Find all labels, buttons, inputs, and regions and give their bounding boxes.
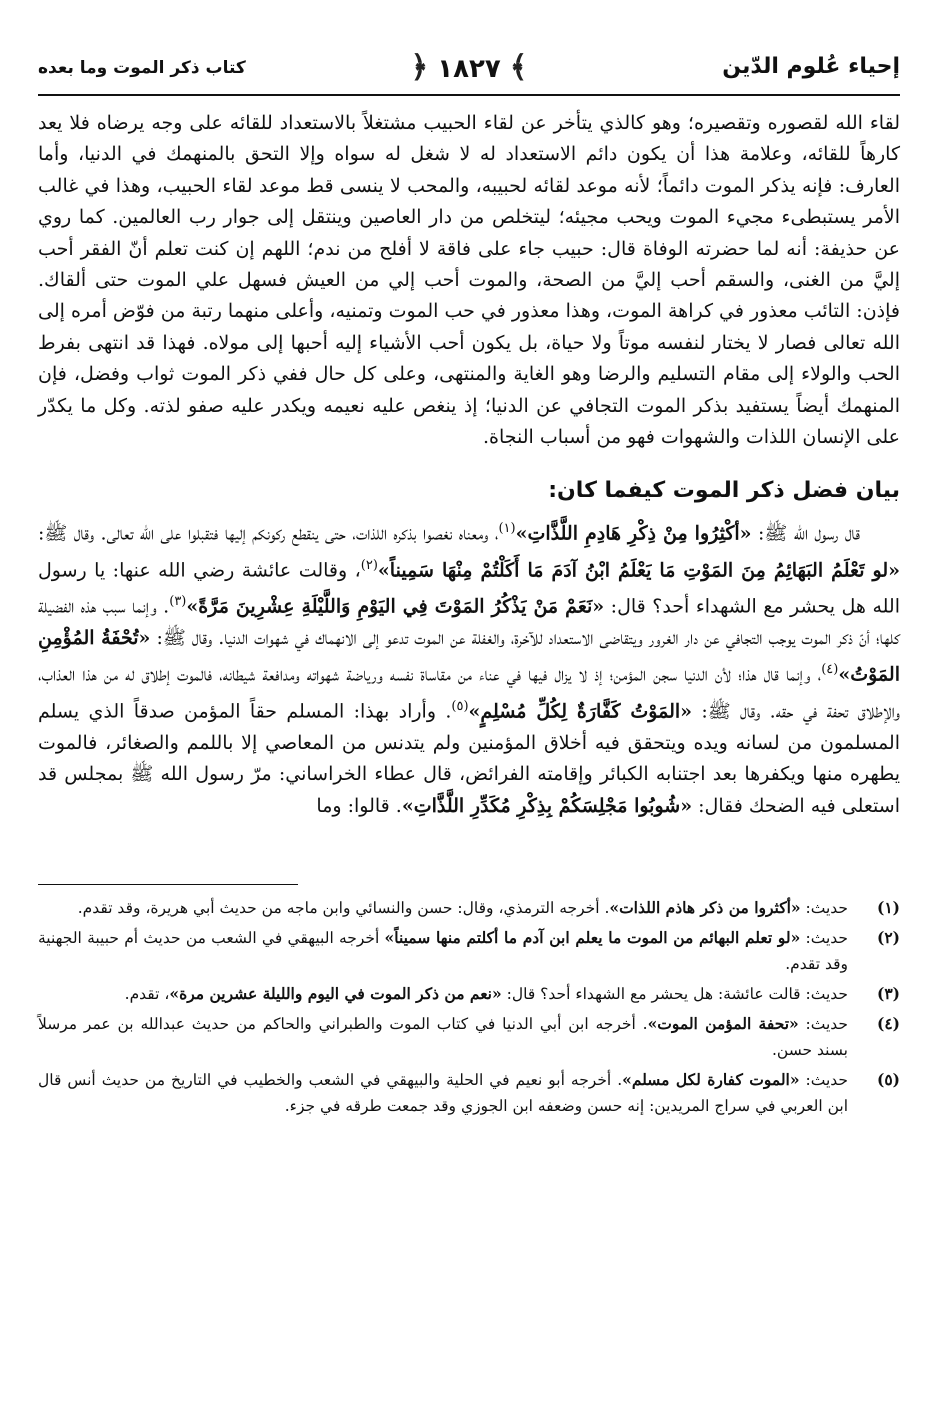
hadith-quote: «تحفة المؤمن الموت» [647,1014,799,1034]
page-number-value: ١٨٢٧ [437,54,501,84]
text-run: قال رسول الله ﷺ: [751,522,861,545]
text-run: . أخرجه أبو نعيم في الحلية والبيهقي في الشعب والخطيب في التاريخ من حديث أنس قال ابن العربي في سراج المريدين: إنه حسن وضعفه ابن الجوزي وقد جمعت طرقه في جزء. [38,1071,848,1116]
footnote-number: (١) [876,898,900,918]
page-number [411,50,528,85]
footnotes [38,895,900,1119]
footnote-text [38,981,848,1007]
text-run: ، وقالت عائشة رضي الله عنها: يا رسول الله هل يحشر مع الشهداء أحد؟ قال: [38,558,900,618]
book-title: إحياء عُلوم الدّين [722,54,900,79]
footnote-text [38,1011,848,1063]
ornament-right-icon: ﴾ [509,50,528,85]
text-run: ، تقدم. [124,985,170,1004]
text-run: ، ومعناه نغصوا بذكره اللذات، حتى ينقطع ركونكم إليها فتقبلوا على الله تعالى. وقال ﷺ: [38,522,499,545]
text-run: حديث: [798,1015,849,1034]
hadith-quote: «شُوبُوا مَجْلِسَكُمْ بِذِكْرِ مُكَدِّرِ اللَّذَّاتِ» [401,794,693,817]
text-run: حديث: [800,929,848,948]
footnote-ref: (٣) [169,594,187,610]
footnote-number: (٣) [876,984,900,1004]
hadith-quote: «الموت كفارة لكل مسلم» [622,1070,800,1090]
text-run: حديث: قالت عائشة: هل يحشر مع الشهداء أحد؟ قال: [501,985,848,1004]
footnote-ref: (٥) [451,699,469,715]
hadith-quote: «أكْثِرُوا مِنْ ذِكْرِ هَادِمِ اللَّذَّاتِ» [515,522,752,545]
text-run: أخرجه البيهقي في الشعب من حديث أم حبيبة الجهنية وقد تقدم. [38,929,848,974]
footnote [38,925,900,977]
footnote-text [38,1067,848,1119]
footnote-ref: (٢) [360,557,378,573]
footnote [38,1067,900,1119]
footnote-ref: (٤) [821,662,839,678]
paragraph: لقاء الله لقصوره وتقصيره؛ وهو كالذي يتأخر عن لقاء الحبيب مشتغلاً بالاستعداد للقائه على وجه يرضاه فلا يعد كارهاً للقائه، وعلامة هذا أن يكون دائم الاستعداد له لا شغل له سواه وإلا التحق بالمنهمك في الدنيا، وأما العارف: فإنه يذكر الموت دائماً؛ لأنه موعد لقائه لحبيبه، والمحب لا ينسى قط موعد لقاء الحبيب، وهذا في غالب الأمر يستبطىء مجيء الموت ويحب مجيئه؛ ليتخلص من دار العاصين وينتقل إلى جوار رب العالمين. كما روي عن حذيفة: أنه لما حضرته الوفاة قال: حبيب جاء على فاقة لا أفلح من ندم؛ اللهم إن كنت تعلم أنّ الفقر أحب إليَّ من الغنى، والسقم أحب إليَّ من الصحة، والموت أحب إلي من العيش فسهل علي الموت حتى ألقاك. فإذن: التائب معذور في كراهة الموت، وهذا معذور في حب الموت وتمنيه، وأعلى منهما رتبة من فوّض أمره إلى الله تعالى فصار لا يختار لنفسه موتاً ولا حياة، بل يكون أحب الأشياء إليه أحبها إلى مولاه. فهذا قد انتهى بفرط الحب والولاء إلى مقام التسليم والرضا وهو الغاية والمنتهى، وعلى كل حال ففي ذكر الموت ثواب وفضل، فإن المنهمك أيضاً يستفيد بذكر الموت التجافي عن الدنيا؛ إذ ينغص عليه نعيمه ويكدر عليه صفو لذته. وكل ما يكدّر على الإنسان اللذات والشهوات فهو من أسباب النجاة. [38,112,900,449]
page-header [38,48,900,96]
main-text [38,108,900,822]
footnote [38,1011,900,1063]
footnote-text [38,895,848,921]
hadith-quote: «نعم من ذكر الموت في اليوم والليلة عشرين مرة» [169,984,502,1004]
text-run: . وإنما سبب هذه الفضيلة كلها؛ أنّ ذكر الموت يوجب التجافي عن دار الغرور ويتقاضى الاستعداد للآخرة، والغفلة عن الموت تدعو إلى الانهماك في شهوات الدنيا. وقال ﷺ: [38,595,900,650]
footnote [38,895,900,921]
text-run: . وأراد بهذا: المسلم حقاً المؤمن صدقاً الذي يسلم المسلمون من لسانه ويده ويتحقق فيه أخلاق المؤمنين ولم يتدنس من المعاصي إلا باللمم والصغائر، فالموت يطهره منها ويكفرها بعد اجتنابه الكبائر وإقامته الفرائض، قال عطاء الخراساني: مرّ رسول الله ﷺ بمجلس قد استعلى فيه الضحك فقال: [38,700,900,817]
text-run: ، وإنما قال هذا؛ لأن الدنيا سجن المؤمن؛ إذ لا يزال فيها في عناء من مقاساة نفسه ورياضة شهواته ومدافعة شيطانه، فالموت إطلاق له من هذا العذاب، والإطلاق تحفة في حقه. وقال ﷺ: [38,663,900,723]
footnote-divider [38,884,298,885]
text-run: حديث: [800,899,848,918]
hadith-quote: «لو تعلم البهائم من الموت ما يعلم ابن آدم ما أكلتم منها سميناً» [384,928,801,948]
footnote [38,981,900,1007]
footnote-text [38,925,848,977]
footnote-number: (٤) [876,1014,900,1034]
hadith-quote: «لو تَعْلَمُ البَهَائِمُ مِنَ المَوْتِ مَا يَعْلَمُ ابْنُ آدَمَ مَا أَكَلْتُمْ مِنْهَا سَمِيناً» [377,558,901,581]
footnote-number: (٥) [876,1070,900,1090]
section-heading: بيان فضل ذكر الموت كيفما كان: [548,478,900,504]
text-run: . أخرجه ابن أبي الدنيا في كتاب الموت والطبراني والحاكم من حديث عبدالله بن عمر مرسلاً بسند حسن. [38,1015,848,1060]
book-page [38,48,900,1123]
hadith-quote: «أكثروا من ذكر هاذم اللذات» [609,898,801,918]
hadith-quote: «نَعَمْ مَنْ يَذْكُرُ المَوْتَ فِي اليَوْمِ وَاللَّيْلَةِ عِشْرِينَ مَرَّةً» [186,595,605,618]
ornament-left-icon: ﴿ [410,50,429,85]
hadith-quote: «المَوْتُ كَفَّارَةٌ لِكُلِّ مُسْلِمٍ» [468,700,693,723]
section-paragraph [38,513,900,822]
text-run: . أخرجه الترمذي، وقال: حسن والنسائي وابن ماجه من حديث أبي هريرة، وقد تقدم. [77,899,610,918]
chapter-title: كتاب ذكر الموت وما بعده [38,58,246,78]
footnote-ref: (١) [498,520,516,536]
text-run: حديث: [799,1071,848,1090]
hadith-quote: «تُحْفَةُ المُؤْمِنِ المَوْتُ» [38,627,900,686]
text-run: . قالوا: وما [316,794,402,817]
footnote-number: (٢) [876,928,900,948]
